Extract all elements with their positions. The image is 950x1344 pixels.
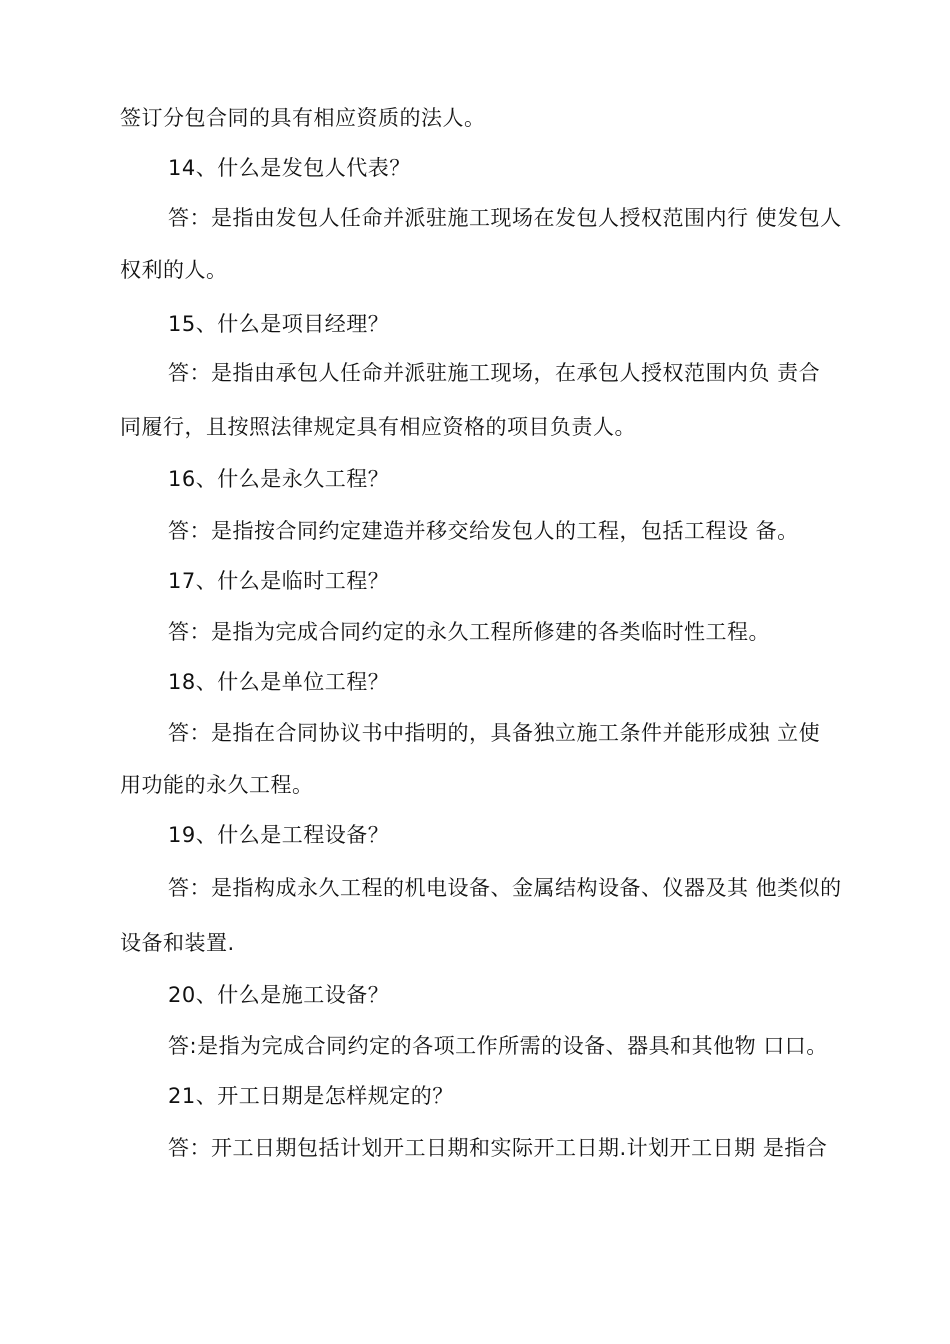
- answer-20: 答:是指为完成合同约定的各项工作所需的设备、器具和其他物 口口。: [168, 1034, 828, 1058]
- answer-15-line-1: 答：是指由承包人任命并派驻施工现场，在承包人授权范围内负 责合: [168, 361, 821, 385]
- answer-17: 答：是指为完成合同约定的永久工程所修建的各类临时性工程。: [168, 620, 770, 644]
- answer-19-line-1: 答：是指构成永久工程的机电设备、金属结构设备、仪器及其 他类似的: [168, 876, 842, 900]
- question-16: 16、什么是永久工程？: [168, 467, 390, 491]
- question-17: 17、什么是临时工程？: [168, 569, 390, 593]
- answer-18-line-1: 答：是指在合同协议书中指明的，具备独立施工条件并能形成独 立使: [168, 721, 821, 745]
- paragraph-continuation: 签订分包合同的具有相应资质的法人。: [120, 106, 486, 130]
- question-19: 19、什么是工程设备？: [168, 823, 390, 847]
- answer-15-line-2: 同履行，且按照法律规定具有相应资格的项目负责人。: [120, 415, 636, 439]
- question-15: 15、什么是项目经理？: [168, 312, 390, 336]
- answer-14-line-1: 答：是指由发包人任命并派驻施工现场在发包人授权范围内行 使发包人: [168, 206, 842, 230]
- question-20: 20、什么是施工设备？: [168, 983, 390, 1007]
- question-21: 21、开工日期是怎样规定的？: [168, 1084, 454, 1108]
- answer-21-line-1: 答：开工日期包括计划开工日期和实际开工日期.计划开工日期 是指合: [168, 1136, 828, 1160]
- question-14: 14、什么是发包人代表？: [168, 156, 411, 180]
- answer-16: 答：是指按合同约定建造并移交给发包人的工程，包括工程设 备。: [168, 519, 799, 543]
- answer-19-line-2: 设备和装置.: [120, 931, 235, 955]
- answer-14-line-2: 权利的人。: [120, 258, 228, 282]
- answer-18-line-2: 用功能的永久工程。: [120, 773, 314, 797]
- question-18: 18、什么是单位工程？: [168, 670, 390, 694]
